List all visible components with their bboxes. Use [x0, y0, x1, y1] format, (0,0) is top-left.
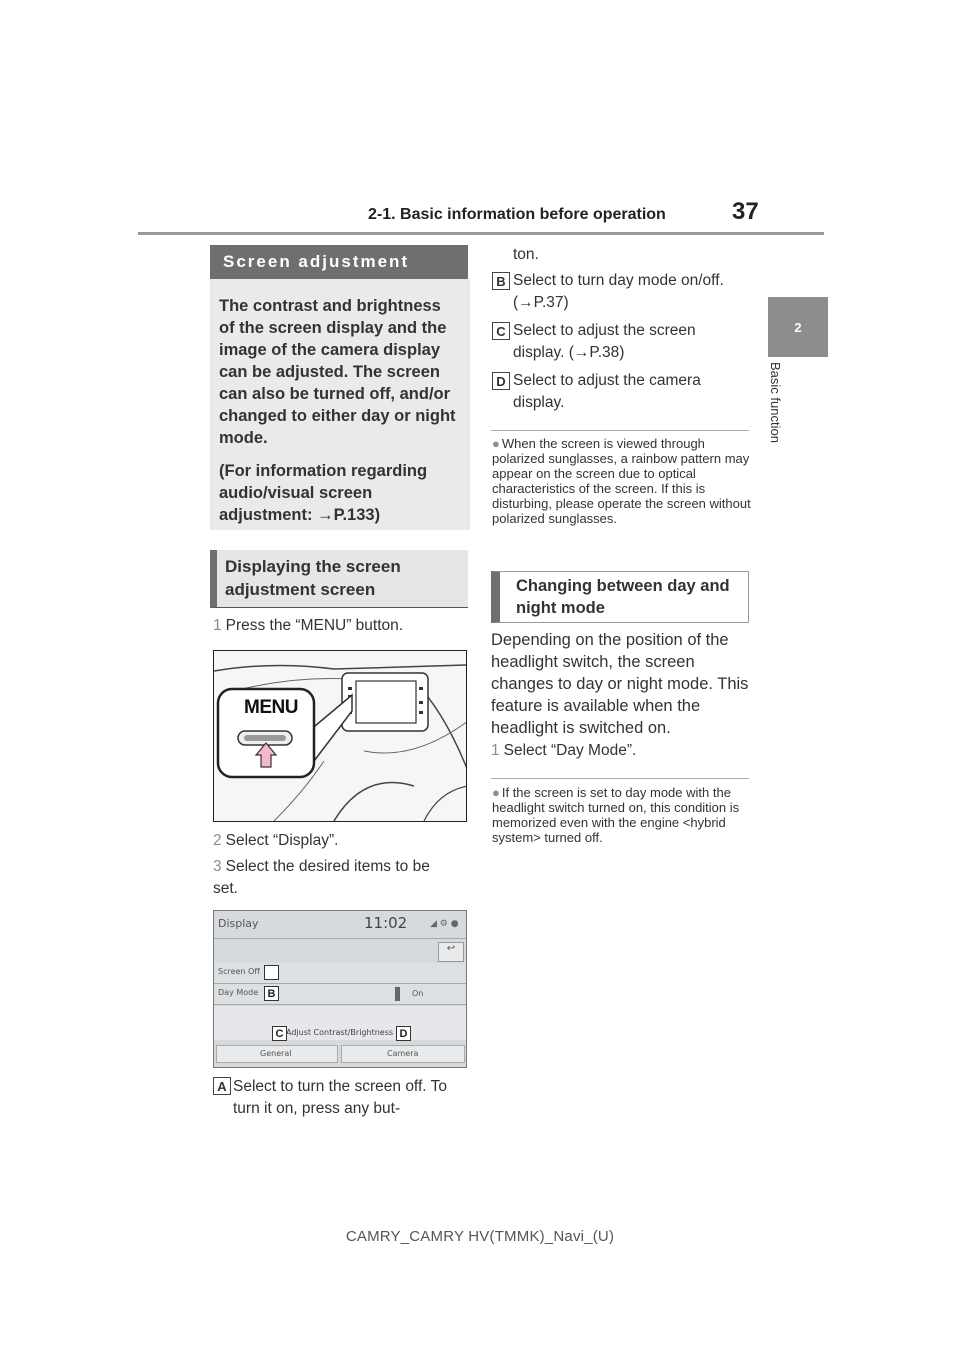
subsection-title: Displaying the screen adjustment screen — [210, 550, 468, 608]
callout-c: C — [272, 1026, 287, 1041]
adjust-contrast-button[interactable]: Adjust Contrast/Brightness — [286, 1028, 394, 1037]
step-text: Select “Display”. — [225, 832, 339, 849]
callout-a — [264, 965, 279, 980]
note-text: If the screen is set to day mode with the headlight switch turned on, this condition is memorized even with the engine <hybrid system> turned off. — [492, 785, 740, 845]
step-number: 1 — [213, 617, 222, 634]
step-text: Press the “MENU” button. — [225, 617, 404, 634]
page-number: 37 — [732, 198, 759, 225]
step-2 — [213, 830, 338, 852]
item-b-text: Select to turn day mode on/off. (→P.37) — [513, 272, 724, 311]
chapter-label-text: Basic function — [768, 362, 783, 443]
menu-label: MENU — [244, 697, 298, 718]
bullet-icon: ● — [492, 436, 500, 451]
display-screen — [213, 910, 467, 1068]
day-night-step-1 — [491, 740, 636, 762]
subsection-title-day-night: Changing between day and night mode — [491, 571, 749, 623]
menu-button-illustration — [213, 650, 467, 822]
day-mode-value: On — [412, 989, 424, 998]
day-night-paragraph: Depending on the position of the headlight switch, the screen changes to day or night mode. This feature is available when the headlight is switched on. — [491, 631, 749, 737]
callout-b: B — [264, 986, 279, 1001]
step-1 — [213, 615, 403, 637]
general-tab-label: General — [260, 1049, 292, 1058]
bullet-icon: ● — [492, 785, 500, 800]
summary-text: The contrast and brightness of the screen display and the image of the camera display can be adjusted. The screen can also be turned off, and/or changed to either day or night mode. — [219, 297, 456, 447]
item-a-continued: ton. — [513, 246, 539, 263]
camera-tab-label: Camera — [387, 1049, 419, 1058]
note-text: When the screen is viewed through polarized sunglasses, a rainbow pattern may appear on the screen due to optical characteristics of the screen. If this is disturbing, please operate the screen without polarized sunglasses. — [492, 436, 751, 526]
step-text: Select “Day Mode”. — [503, 742, 637, 759]
step-3 — [213, 856, 453, 900]
step-text: Select the desired items to be set. — [213, 858, 430, 897]
note-day-mode-memory — [492, 785, 750, 845]
screen-off-label: Screen Off — [218, 967, 260, 976]
chapter-tab: 2 — [768, 297, 828, 357]
display-time: 11:02 — [364, 914, 408, 932]
note-polarized — [492, 436, 754, 526]
item-d-key: D — [492, 372, 510, 390]
item-a-text: Select to turn the screen off. To turn it on, press any but- — [233, 1078, 447, 1117]
callout-d: D — [396, 1026, 411, 1041]
step-number: 2 — [213, 832, 222, 849]
day-mode-label: Day Mode — [218, 988, 259, 997]
display-title: Display — [218, 917, 259, 930]
day-mode-toggle[interactable] — [395, 987, 400, 1001]
back-button[interactable]: ↩ — [438, 942, 464, 962]
section-title: Screen adjustment — [210, 245, 468, 279]
note-divider-2 — [491, 778, 749, 779]
dashboard-drawing — [214, 651, 467, 822]
item-a-key: A — [213, 1077, 231, 1095]
item-c-key: C — [492, 322, 510, 340]
summary-box — [210, 279, 470, 530]
step-number: 1 — [491, 742, 500, 759]
footer-model: CAMRY_CAMRY HV(TMMK)_Navi_(U) — [345, 1228, 615, 1245]
status-icons: ◢ ⚙ ● — [430, 919, 459, 929]
item-b-key: B — [492, 272, 510, 290]
section-header: 2-1. Basic information before operation — [368, 206, 666, 223]
summary-reference: (For information regarding audio/visual screen adjustment: →P.133) — [219, 462, 428, 524]
item-c-text: Select to adjust the screen display. (→P.38) — [513, 322, 696, 361]
item-d-text: Select to adjust the camera display. — [513, 372, 701, 411]
header-rule — [138, 232, 824, 235]
chapter-label — [767, 362, 789, 482]
step-number: 3 — [213, 858, 222, 875]
note-divider — [491, 430, 749, 431]
